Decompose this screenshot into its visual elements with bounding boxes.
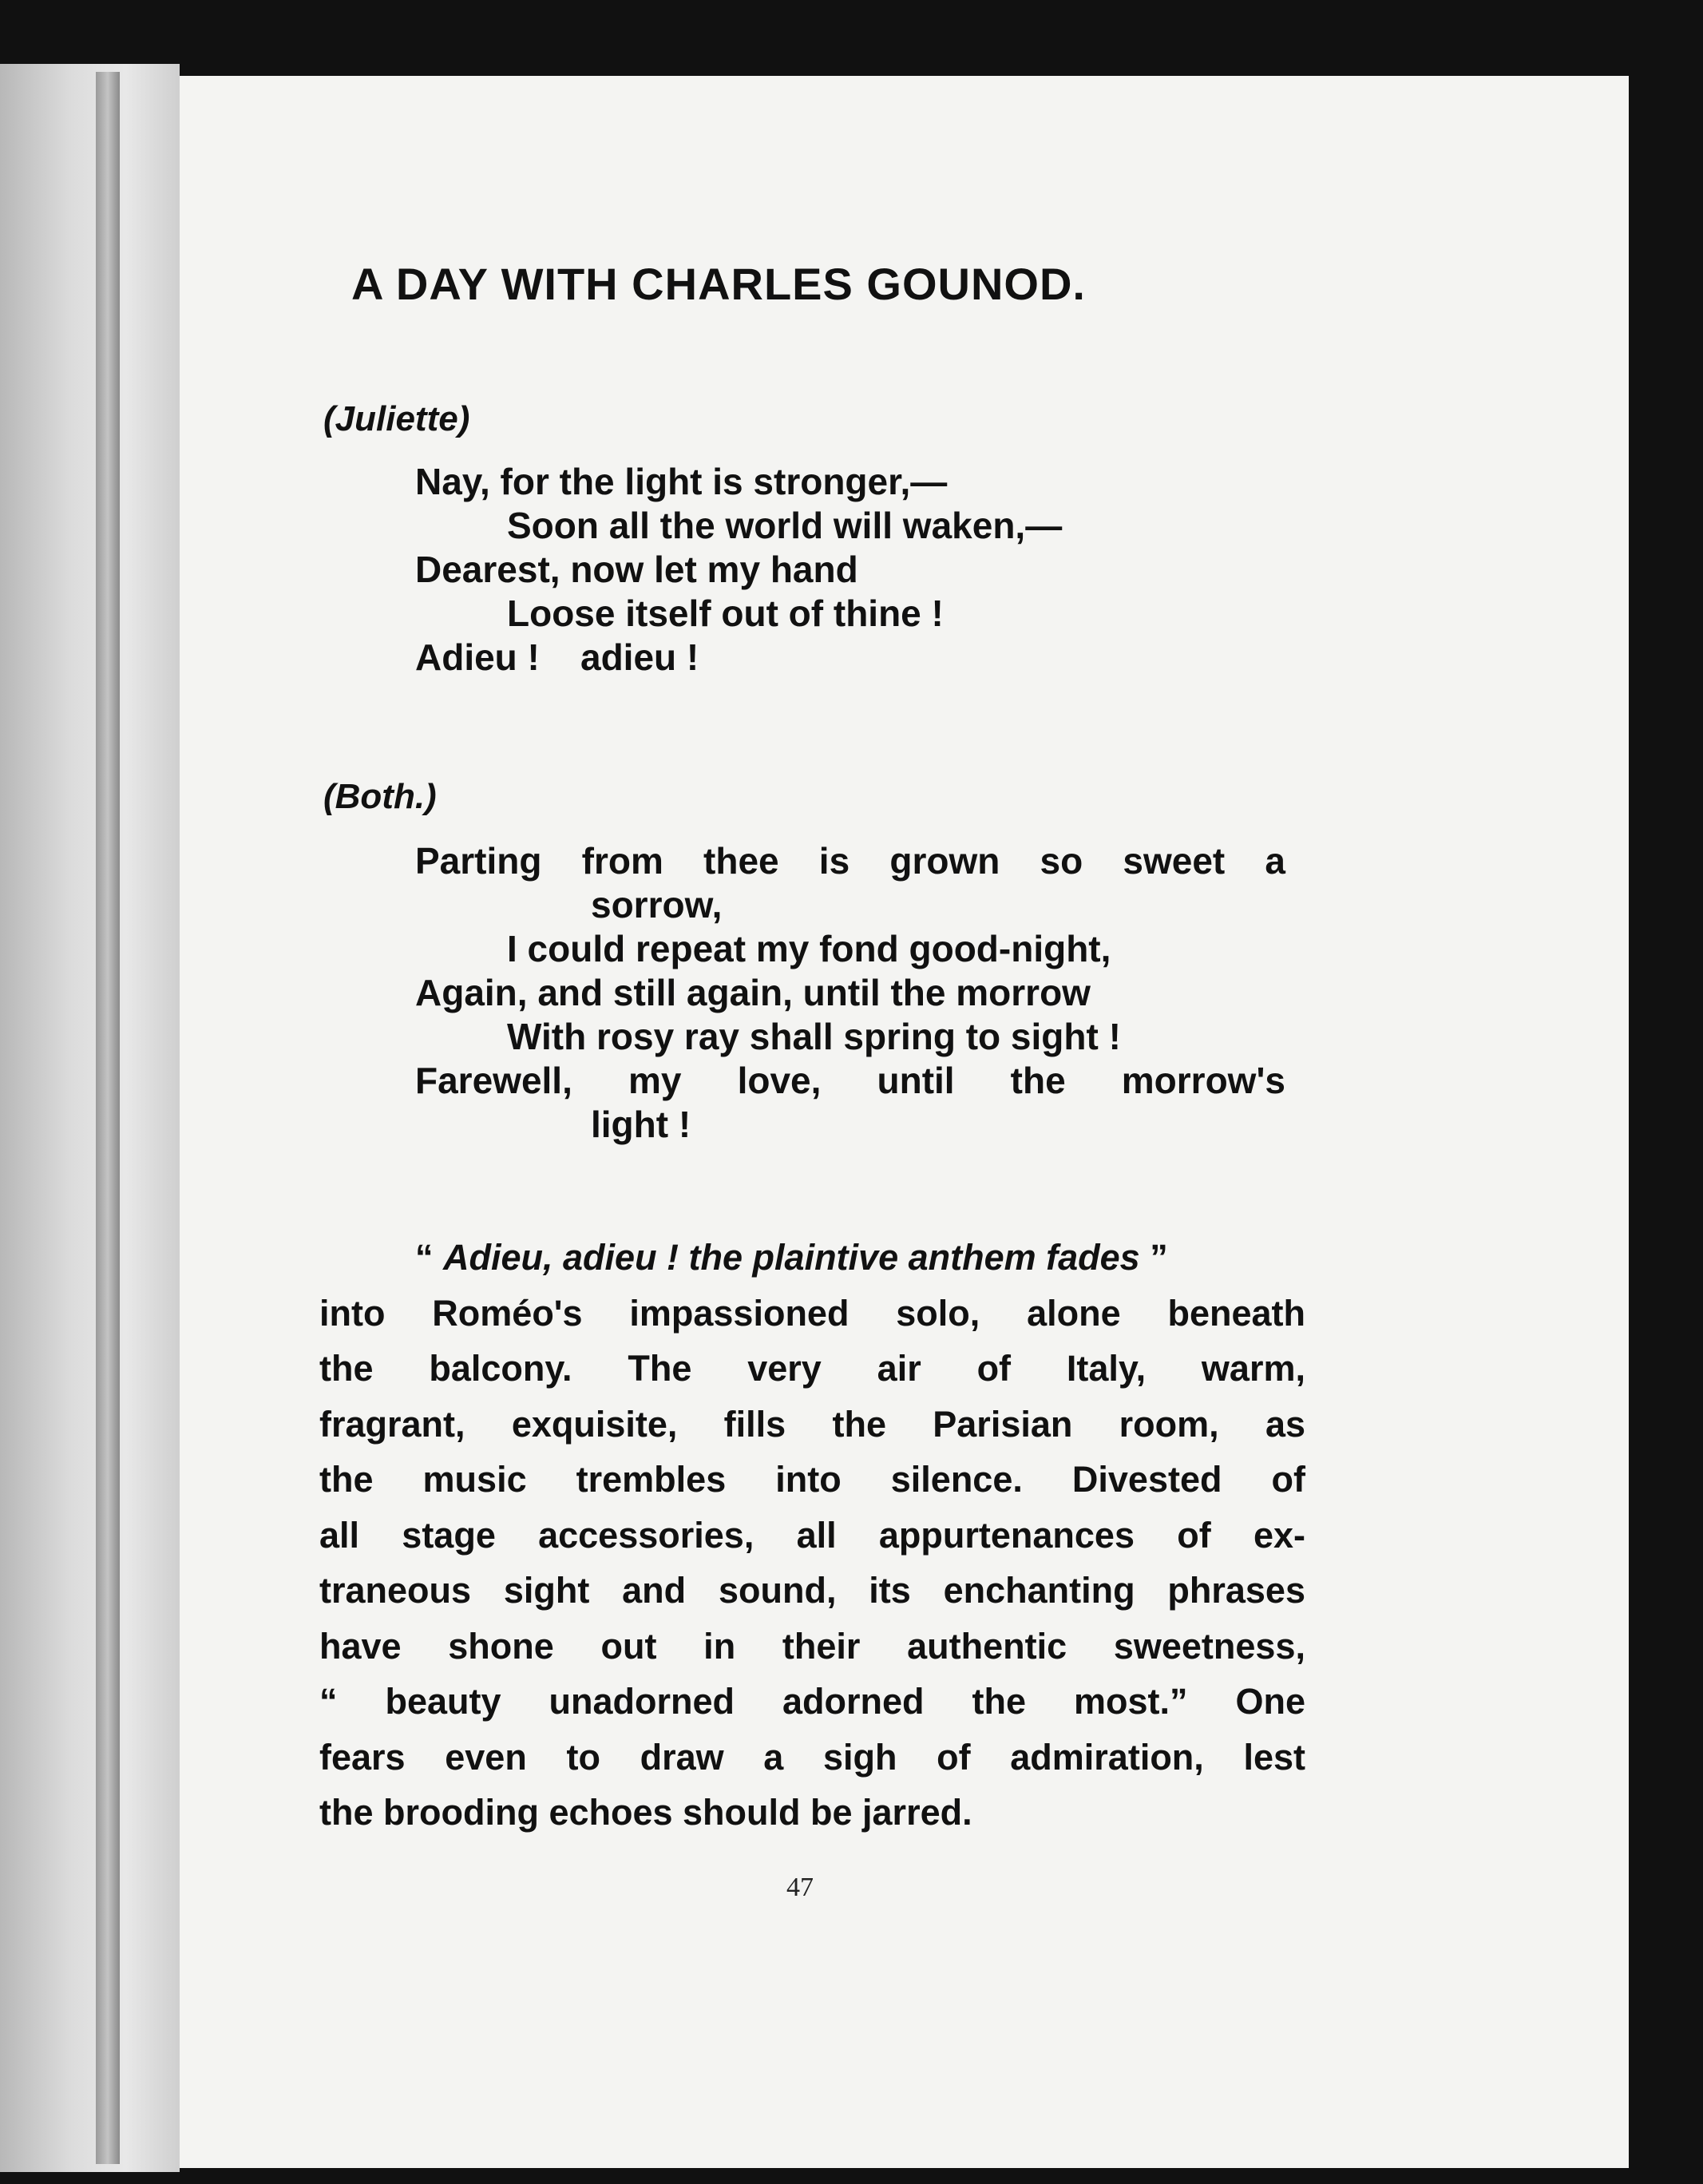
verse-line: Soon all the world will waken,— <box>507 505 1063 546</box>
verse-line: Again, and still again, until the morrow <box>415 972 1091 1013</box>
running-head: A DAY WITH CHARLES GOUNOD. <box>351 259 1086 309</box>
prose-line: fragrant, exquisite, fills the Parisian room, as <box>319 1403 1305 1445</box>
page-number: 47 <box>786 1873 814 1902</box>
prose-paragraph <box>319 1230 1305 1841</box>
verse-line: Nay, for the light is stronger,— <box>415 461 948 502</box>
speaker-juliette: (Juliette) <box>323 399 470 438</box>
verse-line: Farewell, my love, until the morrow's <box>415 1060 1285 1101</box>
prose-line: have shone out in their authentic sweetness, <box>319 1625 1305 1667</box>
book-page <box>180 76 1629 2168</box>
prose-line: the balcony. The very air of Italy, warm, <box>319 1348 1305 1389</box>
prose-line: fears even to draw a sigh of admiration, lest <box>319 1736 1305 1778</box>
speaker-both: (Both.) <box>323 777 437 816</box>
verse-line: Parting from thee is grown so sweet a <box>415 840 1285 882</box>
book-spine <box>96 72 120 2164</box>
prose-line: “ beauty unadorned adorned the most.” One <box>319 1681 1305 1722</box>
verse-line: light ! <box>591 1104 691 1145</box>
prose-line-quote <box>319 1230 1305 1286</box>
verse-line: Dearest, now let my hand <box>415 549 858 590</box>
prose-line: all stage accessories, all appurtenances of ex- <box>319 1514 1305 1556</box>
verse-line: Adieu ! adieu ! <box>415 636 699 678</box>
facing-page-edge <box>0 64 180 2172</box>
quote-open: “ <box>415 1237 444 1278</box>
prose-line: the brooding echoes should be jarred. <box>319 1792 972 1833</box>
prose-line: into Roméo's impassioned solo, alone beneath <box>319 1292 1305 1334</box>
page-content <box>180 76 1629 2168</box>
quote-close: ” <box>1139 1237 1168 1278</box>
quoted-lyric: Adieu, adieu ! the plaintive anthem fades <box>443 1237 1140 1278</box>
prose-line: traneous sight and sound, its enchanting phrases <box>319 1570 1305 1611</box>
verse-line: Loose itself out of thine ! <box>507 593 944 634</box>
verse-line: sorrow, <box>591 884 723 926</box>
prose-line: the music trembles into silence. Divested of <box>319 1459 1305 1500</box>
verse-line: I could repeat my fond good-night, <box>507 928 1111 969</box>
verse-line: With rosy ray shall spring to sight ! <box>507 1016 1121 1057</box>
